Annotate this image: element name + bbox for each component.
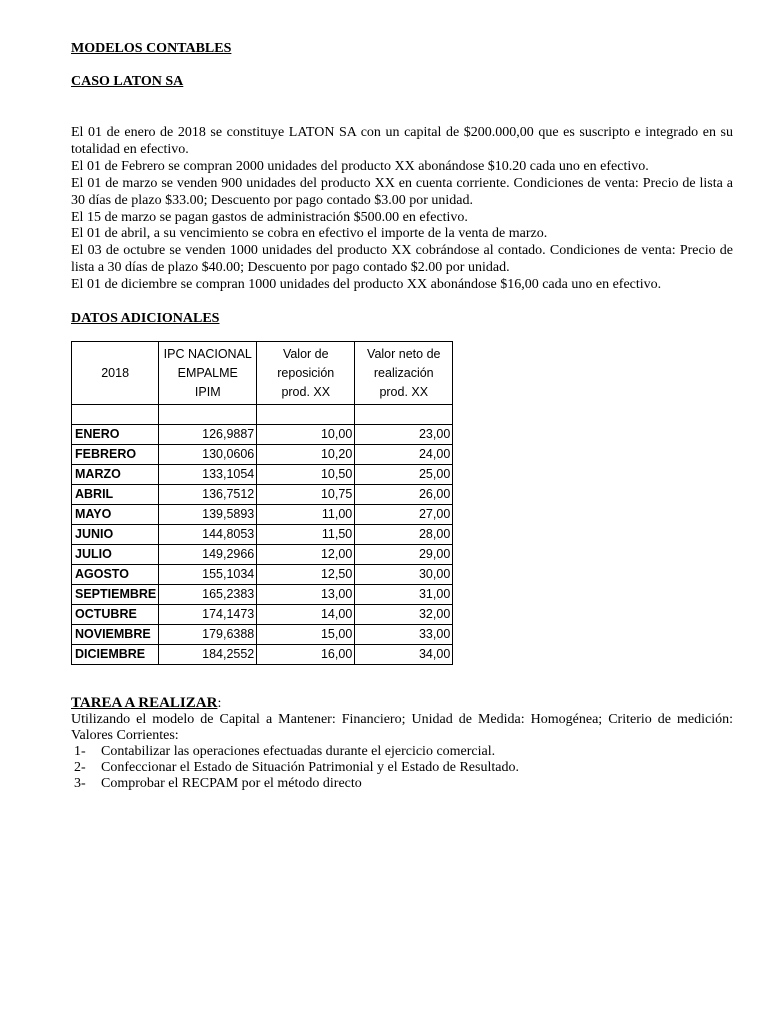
value-cell: 33,00: [355, 625, 453, 645]
paragraph: El 01 de marzo se venden 900 unidades del producto XX en cuenta corriente. Condiciones de venta: Precio de lista a 30 días de plazo $33.00; Descuento por pago contado $3.00 por unidad.: [71, 175, 733, 208]
value-cell: 23,00: [355, 425, 453, 445]
value-cell: 14,00: [257, 605, 355, 625]
task-item: [71, 760, 733, 776]
value-cell: 139,5893: [159, 505, 257, 525]
document-page: [71, 40, 733, 792]
task-text: Contabilizar las operaciones efectuadas durante el ejercicio comercial.: [101, 744, 496, 760]
table-row: [72, 585, 453, 605]
month-cell: AGOSTO: [72, 565, 159, 585]
task-number: 2-: [74, 760, 86, 776]
month-cell: JUNIO: [72, 525, 159, 545]
main-title: MODELOS CONTABLES: [71, 41, 232, 56]
table-row: [72, 525, 453, 545]
table-row: [72, 565, 453, 585]
header-year: 2018: [72, 342, 159, 405]
value-cell: 15,00: [257, 625, 355, 645]
task-number: 3-: [74, 776, 86, 792]
value-cell: 12,00: [257, 545, 355, 565]
table-body: [72, 405, 453, 665]
table-row: [72, 425, 453, 445]
table-header-row: [72, 342, 453, 405]
header-valor-reposicion: Valor de reposición prod. XX: [257, 342, 355, 405]
value-cell: 11,00: [257, 505, 355, 525]
value-cell: 25,00: [355, 465, 453, 485]
value-cell: 16,00: [257, 645, 355, 665]
month-cell: ENERO: [72, 425, 159, 445]
table-cell: [257, 405, 355, 425]
paragraph: El 01 de enero de 2018 se constituye LATON SA con un capital de $200.000,00 que es suscripto e integrado en su totalidad en efectivo.: [71, 125, 733, 157]
value-cell: 10,75: [257, 485, 355, 505]
value-cell: 155,1034: [159, 565, 257, 585]
value-cell: 31,00: [355, 585, 453, 605]
table-row: [72, 625, 453, 645]
task-item: [71, 744, 733, 760]
month-cell: OCTUBRE: [72, 605, 159, 625]
value-cell: 126,9887: [159, 425, 257, 445]
task-title-colon: :: [217, 696, 222, 712]
value-cell: 28,00: [355, 525, 453, 545]
table-row: [72, 485, 453, 505]
task-title: TAREA A REALIZAR: [71, 695, 218, 712]
case-title: CASO LATON SA: [71, 74, 184, 89]
value-cell: 133,1054: [159, 465, 257, 485]
value-cell: 13,00: [257, 585, 355, 605]
value-cell: 144,8053: [159, 525, 257, 545]
task-list: [71, 744, 733, 792]
value-cell: 179,6388: [159, 625, 257, 645]
month-cell: SEPTIEMBRE: [72, 585, 159, 605]
table-row-empty: [72, 405, 453, 425]
value-cell: 10,20: [257, 445, 355, 465]
value-cell: 29,00: [355, 545, 453, 565]
month-cell: MAYO: [72, 505, 159, 525]
value-cell: 26,00: [355, 485, 453, 505]
task-item: [71, 776, 733, 792]
month-cell: NOVIEMBRE: [72, 625, 159, 645]
table-row: [72, 545, 453, 565]
month-cell: JULIO: [72, 545, 159, 565]
value-cell: 32,00: [355, 605, 453, 625]
month-cell: MARZO: [72, 465, 159, 485]
value-cell: 11,50: [257, 525, 355, 545]
value-cell: 24,00: [355, 445, 453, 465]
task-text: Comprobar el RECPAM por el método directo: [101, 776, 362, 792]
table-cell: [72, 405, 159, 425]
table-row: [72, 605, 453, 625]
task-number: 1-: [74, 744, 86, 760]
value-cell: 10,50: [257, 465, 355, 485]
value-cell: 30,00: [355, 565, 453, 585]
paragraph: El 15 de marzo se pagan gastos de administración $500.00 en efectivo.: [71, 209, 468, 225]
additional-data-title: DATOS ADICIONALES: [71, 311, 220, 327]
value-cell: 130,0606: [159, 445, 257, 465]
case-description: [71, 125, 733, 294]
value-cell: 136,7512: [159, 485, 257, 505]
paragraph: El 01 de diciembre se compran 1000 unidades del producto XX abonándose $16,00 cada uno en efectivo.: [71, 277, 662, 293]
paragraph: El 01 de Febrero se compran 2000 unidades del producto XX abonándose $10.20 cada uno en efectivo.: [71, 158, 649, 174]
task-intro: Utilizando el modelo de Capital a Mantener: Financiero; Unidad de Medida: Homogénea; Criterio de medición: Valores Corrientes:: [71, 712, 733, 744]
table-cell: [355, 405, 453, 425]
value-cell: 174,1473: [159, 605, 257, 625]
month-cell: DICIEMBRE: [72, 645, 159, 665]
value-cell: 165,2383: [159, 585, 257, 605]
month-cell: FEBRERO: [72, 445, 159, 465]
paragraph: El 03 de octubre se venden 1000 unidades del producto XX cobrándose al contado. Condiciones de venta: Precio de lista a 30 días de plazo $40.00; Descuento por pago contado $2.00 por unidad.: [71, 243, 733, 276]
value-cell: 27,00: [355, 505, 453, 525]
task-section: [71, 695, 733, 792]
header-valor-neto: Valor neto de realización prod. XX: [355, 342, 453, 405]
task-text: Confeccionar el Estado de Situación Patrimonial y el Estado de Resultado.: [101, 760, 519, 776]
additional-data-table: [71, 341, 453, 665]
value-cell: 149,2966: [159, 545, 257, 565]
value-cell: 34,00: [355, 645, 453, 665]
table-row: [72, 445, 453, 465]
table-row: [72, 465, 453, 485]
header-ipc: IPC NACIONAL EMPALME IPIM: [159, 342, 257, 405]
value-cell: 12,50: [257, 565, 355, 585]
value-cell: 10,00: [257, 425, 355, 445]
month-cell: ABRIL: [72, 485, 159, 505]
table-cell: [159, 405, 257, 425]
value-cell: 184,2552: [159, 645, 257, 665]
table-row: [72, 505, 453, 525]
table-row: [72, 645, 453, 665]
paragraph: El 01 de abril, a su vencimiento se cobra en efectivo el importe de la venta de marzo.: [71, 226, 548, 242]
